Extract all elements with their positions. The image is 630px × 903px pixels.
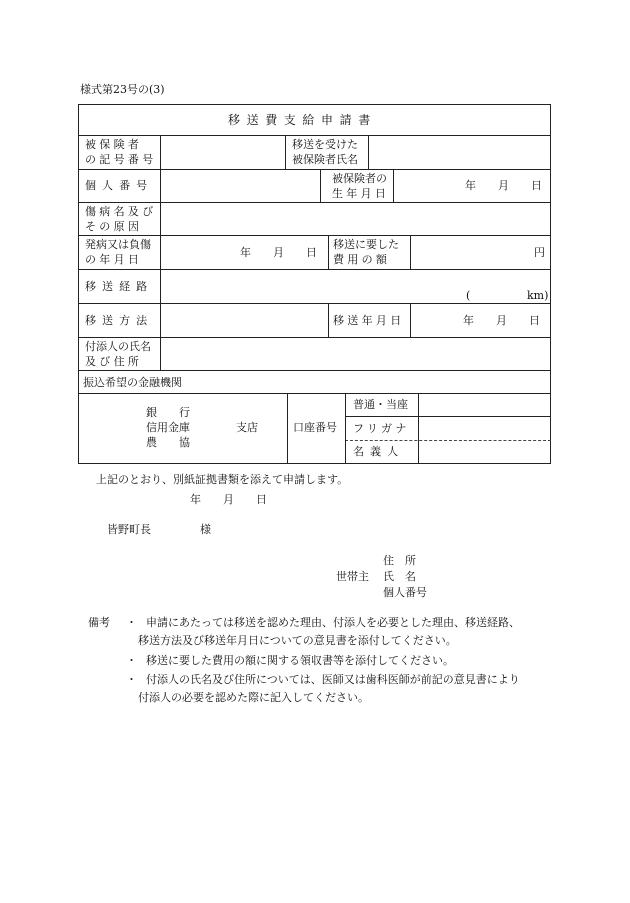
birthdate-ymd[interactable]: 年 月 日 [465,179,542,192]
cost-label-1: 移送に要した [333,238,399,251]
patient-name-label-1: 移送を受けた [292,138,358,151]
declaration-statement: 上記のとおり、別紙証拠書類を添えて申請します。 [96,473,349,486]
yen-unit: 円 [534,246,545,259]
furigana-field[interactable] [419,417,550,440]
method-label: 移送方法 [85,314,154,327]
bank-header: 振込希望の金融機関 [83,376,182,389]
note-3-line-2: 付添人の必要を認めた際に記入してください。 [138,691,369,704]
account-holder-field[interactable] [419,441,550,463]
account-number-label: 口座番号 [293,421,337,434]
patient-name-label-2: 被保険者氏名 [292,153,358,166]
note-bullet: ・ [126,673,137,686]
attendant-field[interactable] [161,338,550,370]
form-number: 様式第23号の(3) [80,83,165,96]
bank-type-bank: 銀 行 [146,406,190,419]
name-label: 氏 名 [383,570,416,583]
transport-date-label: 移送年月日 [333,314,405,327]
illness-field[interactable] [161,203,550,235]
declaration-personal-number-label: 個人番号 [383,586,427,599]
km-unit: km) [527,289,549,302]
declaration-date[interactable]: 年 月 日 [190,493,267,506]
insured-code-label-1: 被保険者 [85,138,143,151]
addressee: 皆野町長 [107,523,151,536]
illness-label-2: その原因 [85,220,143,233]
insured-code-field[interactable] [161,136,285,169]
cost-label-2: 費用の額 [333,253,391,266]
address-label: 住 所 [383,554,416,567]
householder-label: 世帯主 [336,570,369,583]
birthdate-label-1: 被保険者の [332,172,387,185]
note-bullet: ・ [126,654,137,667]
patient-name-field[interactable] [369,136,550,169]
note-3-line-1: 付添人の氏名及び住所については、医師又は歯科医師が前記の意見書により [146,673,520,686]
onset-label-1: 発病又は負傷 [85,238,151,251]
account-type-label: 普通・当座 [353,398,408,411]
note-bullet: ・ [126,616,137,629]
addressee-honorific: 様 [200,523,211,536]
insured-code-label-2: の記号番号 [85,153,157,166]
illness-label-1: 傷病名及び [85,205,157,218]
account-holder-label: 名義人 [353,445,405,458]
account-number-field[interactable] [419,394,550,416]
transport-date-ymd[interactable]: 年 月 日 [463,314,540,327]
furigana-label: フリガナ [353,422,410,435]
bank-type-nokyo: 農 協 [146,436,190,449]
birthdate-label-2: 生年月日 [332,187,390,200]
personal-number-label: 個人番号 [85,179,154,192]
route-label: 移送経路 [85,280,154,293]
notes-heading: 備考 [88,616,110,629]
attendant-label-2: 及び住所 [85,355,143,368]
onset-ymd[interactable]: 年 月 日 [240,246,317,259]
route-field[interactable] [161,270,461,303]
method-field[interactable] [161,304,328,337]
onset-label-2: の年月日 [85,253,143,266]
bank-type-shinkin: 信用金庫 [146,421,190,434]
km-open-paren: ( [466,289,471,302]
branch-label: 支店 [236,421,258,434]
note-1-line-2: 移送方法及び移送年月日についての意見書を添付してください。 [138,634,457,647]
note-2-line-1: 移送に要した費用の額に関する領収書等を添付してください。 [146,654,454,667]
form-title: 移送費支給申請書 [228,113,377,127]
attendant-label-1: 付添人の氏名 [85,340,151,353]
personal-number-field[interactable] [161,170,320,202]
note-1-line-1: 申請にあたっては移送を認めた理由、付添人を必要とした理由、移送経路、 [146,616,520,629]
